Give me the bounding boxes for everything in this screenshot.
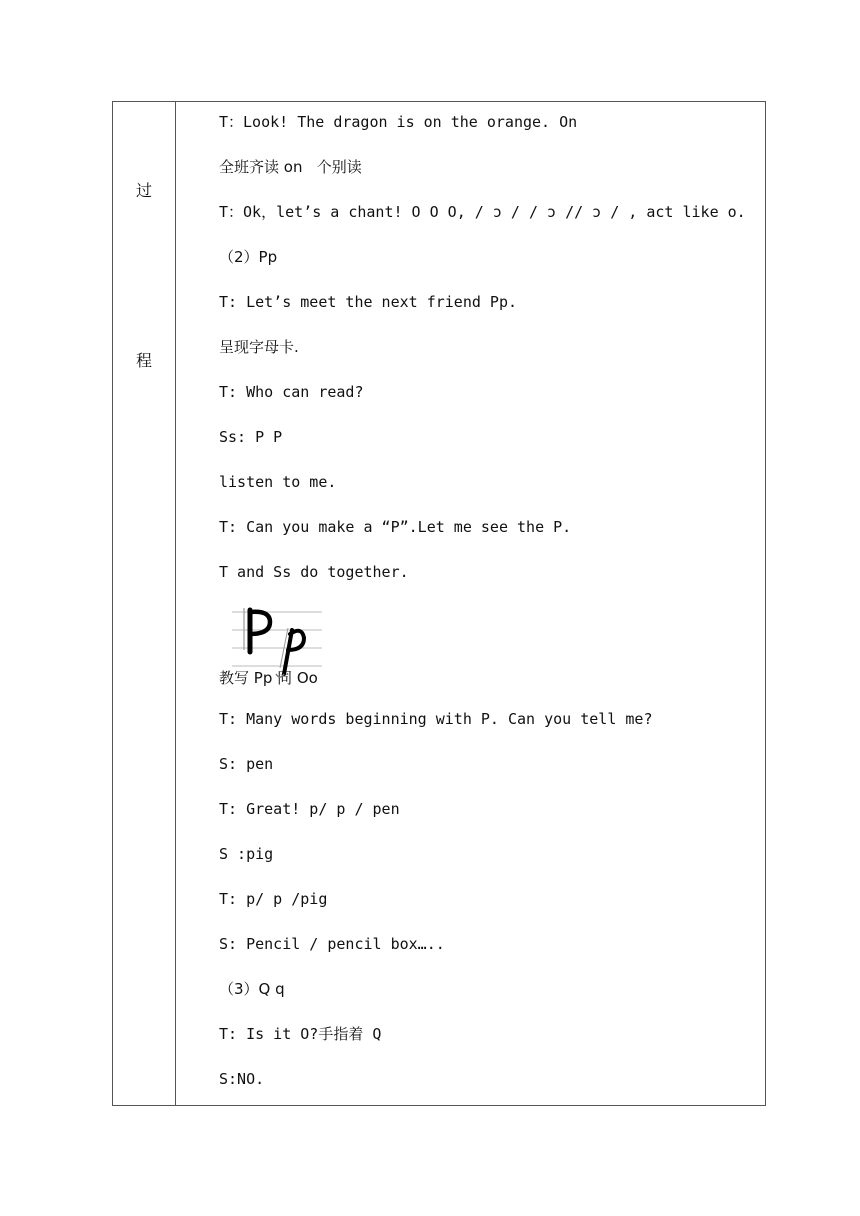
text-line: 全班齐读 on 个别读 (219, 158, 362, 176)
text-line: T: Many words beginning with P. Can you tell me? (219, 710, 653, 728)
text-line: S:NO. (219, 1070, 265, 1088)
lesson-table (112, 101, 766, 1106)
side-label-cheng: 程 (135, 351, 152, 370)
side-label-guo: 过 (135, 181, 152, 200)
text-line: 呈现字母卡. (219, 338, 299, 356)
text-line: T：Ok，let’s a chant! O O O, / ɔ / / ɔ // ɔ / , act like o. (219, 203, 746, 221)
text-line: T: Let’s meet the next friend Pp. (219, 293, 518, 311)
text-line: （3）Q q (219, 980, 285, 998)
text-line: T and Ss do together. (219, 563, 409, 581)
text-line: S: pen (219, 755, 274, 773)
text-line: T: Is it O?手指着 Q (219, 1025, 382, 1043)
column-divider (175, 102, 176, 1105)
text-line: S: Pencil / pencil box….. (219, 935, 445, 953)
text-line: listen to me. (219, 473, 337, 491)
text-line: 教写 Pp 同 Oo (219, 669, 318, 687)
text-line: T: Can you make a “P”.Let me see the P. (219, 518, 572, 536)
text-line: Ss: P P (219, 428, 283, 446)
text-line: T: Great! p/ p / pen (219, 800, 400, 818)
letter-pp-writing-image (230, 604, 324, 684)
text-line: T：Look! The dragon is on the orange. On (219, 113, 578, 131)
text-line: T: p/ p /pig (219, 890, 328, 908)
text-line: T: Who can read? (219, 383, 364, 401)
text-line: （2）Pp (219, 248, 278, 266)
text-line: S :pig (219, 845, 274, 863)
